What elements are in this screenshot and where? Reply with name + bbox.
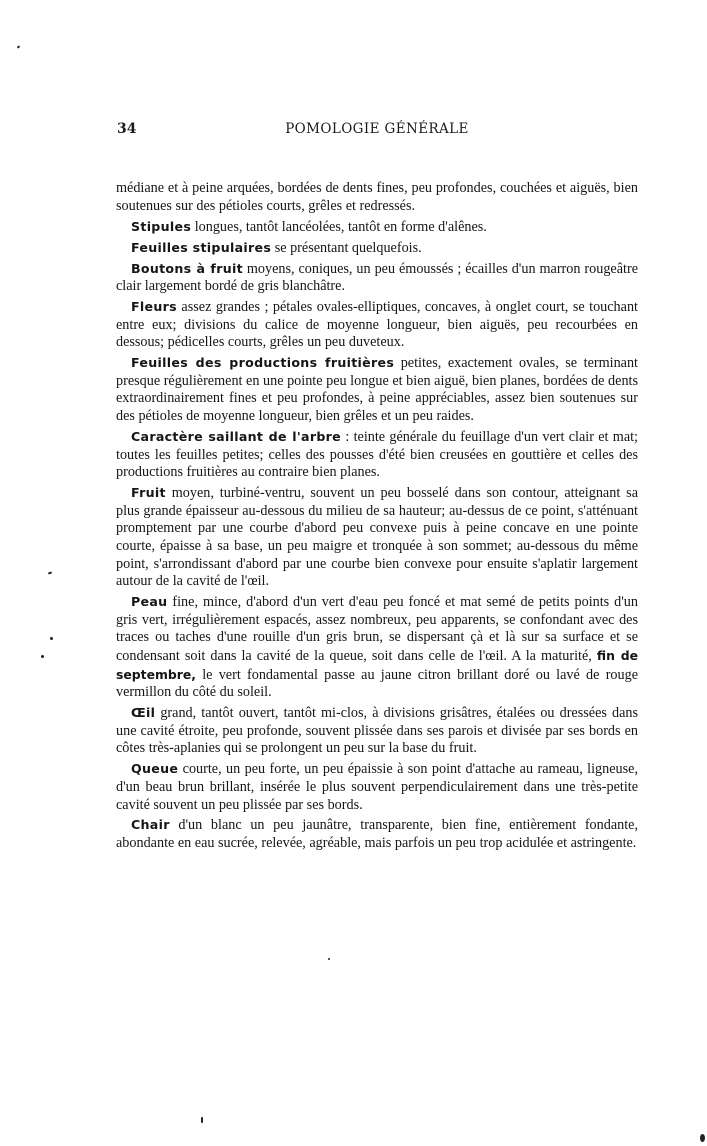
scan-speck: [328, 958, 330, 960]
paragraph-text: fine, mince, d'abord d'un vert d'eau peu foncé et mat semé de petits points d'un gris vert, irrégulièrement espacés, assez nombreux, peu apparents, se confondant avec des traces ou taches d'une rouille d'un gris brun, se dispersant çà et là sur sa surface et se condensant soit dans la cavité de la queue, soit dans celle de l'œil. A la maturité,: [116, 594, 638, 664]
paragraph-lead: Stipules: [131, 218, 192, 234]
paragraph-queue: [116, 760, 638, 814]
paragraph-text: moyen, turbiné-ventru, souvent un peu bosselé dans son contour, atteignant sa plus grande épaisseur au-dessous du milieu de sa hauteur; au-dessus de ce point, s'atténuant promptement par une courbe d'abord peu convexe puis à peine concave en une pointe courte, épaisse à sa base, un peu maigre et tronquée à son sommet; au-dessous du même point, s'arrondissant d'abord par une courbe bien convexe pour ensuite s'aplatir largement autour de la cavité de l'œil.: [116, 485, 638, 590]
paragraph-lead: Feuilles stipulaires: [131, 239, 272, 255]
scan-speck: [201, 1117, 203, 1123]
paragraph-lead: Boutons à fruit: [131, 260, 243, 276]
scan-speck: [700, 1134, 705, 1142]
running-head: [117, 121, 637, 141]
paragraph-text: : teinte générale du feuillage d'un vert clair et mat; toutes les feuilles petites; celles des pousses d'été bien creusées en gouttière et celles des productions fruitières au contraire bien planes.: [116, 429, 638, 481]
paragraph-lead: Feuilles des productions fruitières: [131, 355, 395, 371]
paragraph-oeil: [116, 704, 638, 758]
paragraph-text: grand, tantôt ouvert, tantôt mi-clos, à divisions grisâtres, étalées ou dressées dans une cavité étroite, peu profonde, souvent plissée dans ses parois et divisée par ses bords en côtes très-aplanies qui se prolongent un peu sur la base du fruit.: [116, 705, 638, 757]
paragraph-lead: Caractère saillant de l'arbre: [131, 429, 342, 445]
body-text: [116, 180, 638, 855]
paragraph-stipules: [116, 218, 638, 237]
paragraph-text: d'un blanc un peu jaunâtre, transparente, bien fine, entièrement fondante, abondante en eau sucrée, relevée, agréable, mais parfois un peu trop acidulée et astringente.: [116, 817, 638, 852]
page-number: 34: [117, 121, 137, 137]
paragraph-chair: [116, 816, 638, 852]
paragraph-lead: Fruit: [131, 485, 166, 501]
paragraph-text: courte, un peu forte, un peu épaissie à son point d'attache au rameau, ligneuse, d'un beau brun brillant, insérée le plus souvent perpendiculairement dans une très-petite cavité souvent un peu plissée par ses bords.: [116, 761, 638, 813]
paragraph-text: longues, tantôt lancéolées, tantôt en forme d'alênes.: [191, 218, 487, 235]
scan-speck: [48, 571, 52, 574]
paragraph-lead: Œil: [131, 705, 156, 721]
paragraph-lead: Queue: [131, 761, 179, 777]
paragraph-lead: Chair: [131, 817, 170, 833]
paragraph-boutons-a-fruit: [116, 260, 638, 296]
paragraph-text: moyens, coniques, un peu émoussés ; écailles d'un marron rougeâtre clair largement bordé de gris blanchâtre.: [116, 260, 638, 295]
paragraph-text: le vert fondamental passe au jaune citron brillant doré ou lavé de rouge vermillon du côté du soleil.: [116, 666, 638, 701]
scan-speck: [17, 45, 21, 49]
paragraph-fruit: [116, 484, 638, 591]
paragraph-continuation: [116, 180, 638, 215]
paragraph-text: petites, exactement ovales, se terminant presque régulièrement en une pointe peu longue et bien aiguë, bien planes, bordées de dents extraordinairement fines et peu profondes, à peine appréciables, assez bien soutenues sur des pétioles de moyenne longueur, bien grêles et un peu raides.: [116, 355, 639, 425]
paragraph-lead: Fleurs: [131, 299, 177, 315]
paragraph-peau: [116, 593, 638, 702]
scan-speck: [50, 637, 53, 640]
paragraph-lead: Peau: [131, 594, 168, 610]
paragraph-text: assez grandes ; pétales ovales-elliptiques, concaves, à onglet court, se touchant entre eux; divisions du calice de moyenne longueur, bien aiguës, peu recourbées en dessous; pédicelles courts, grêles un peu duveteux.: [116, 299, 638, 351]
paragraph-feuilles-stipulaires: [116, 239, 638, 258]
scan-speck: [41, 655, 44, 658]
paragraph-caractere: [116, 428, 638, 482]
maturity-date: fin de septembre,: [116, 647, 639, 682]
paragraph-text: médiane et à peine arquées, bordées de dents fines, peu profondes, couchées et aiguës, bien soutenues sur des pétioles courts, grêles et redressés.: [116, 180, 638, 214]
paragraph-text: se présentant quelquefois.: [271, 239, 422, 256]
running-title: POMOLOGIE GÉNÉRALE: [285, 121, 469, 137]
paragraph-feuilles-productions: [116, 354, 638, 425]
paragraph-fleurs: [116, 298, 638, 352]
